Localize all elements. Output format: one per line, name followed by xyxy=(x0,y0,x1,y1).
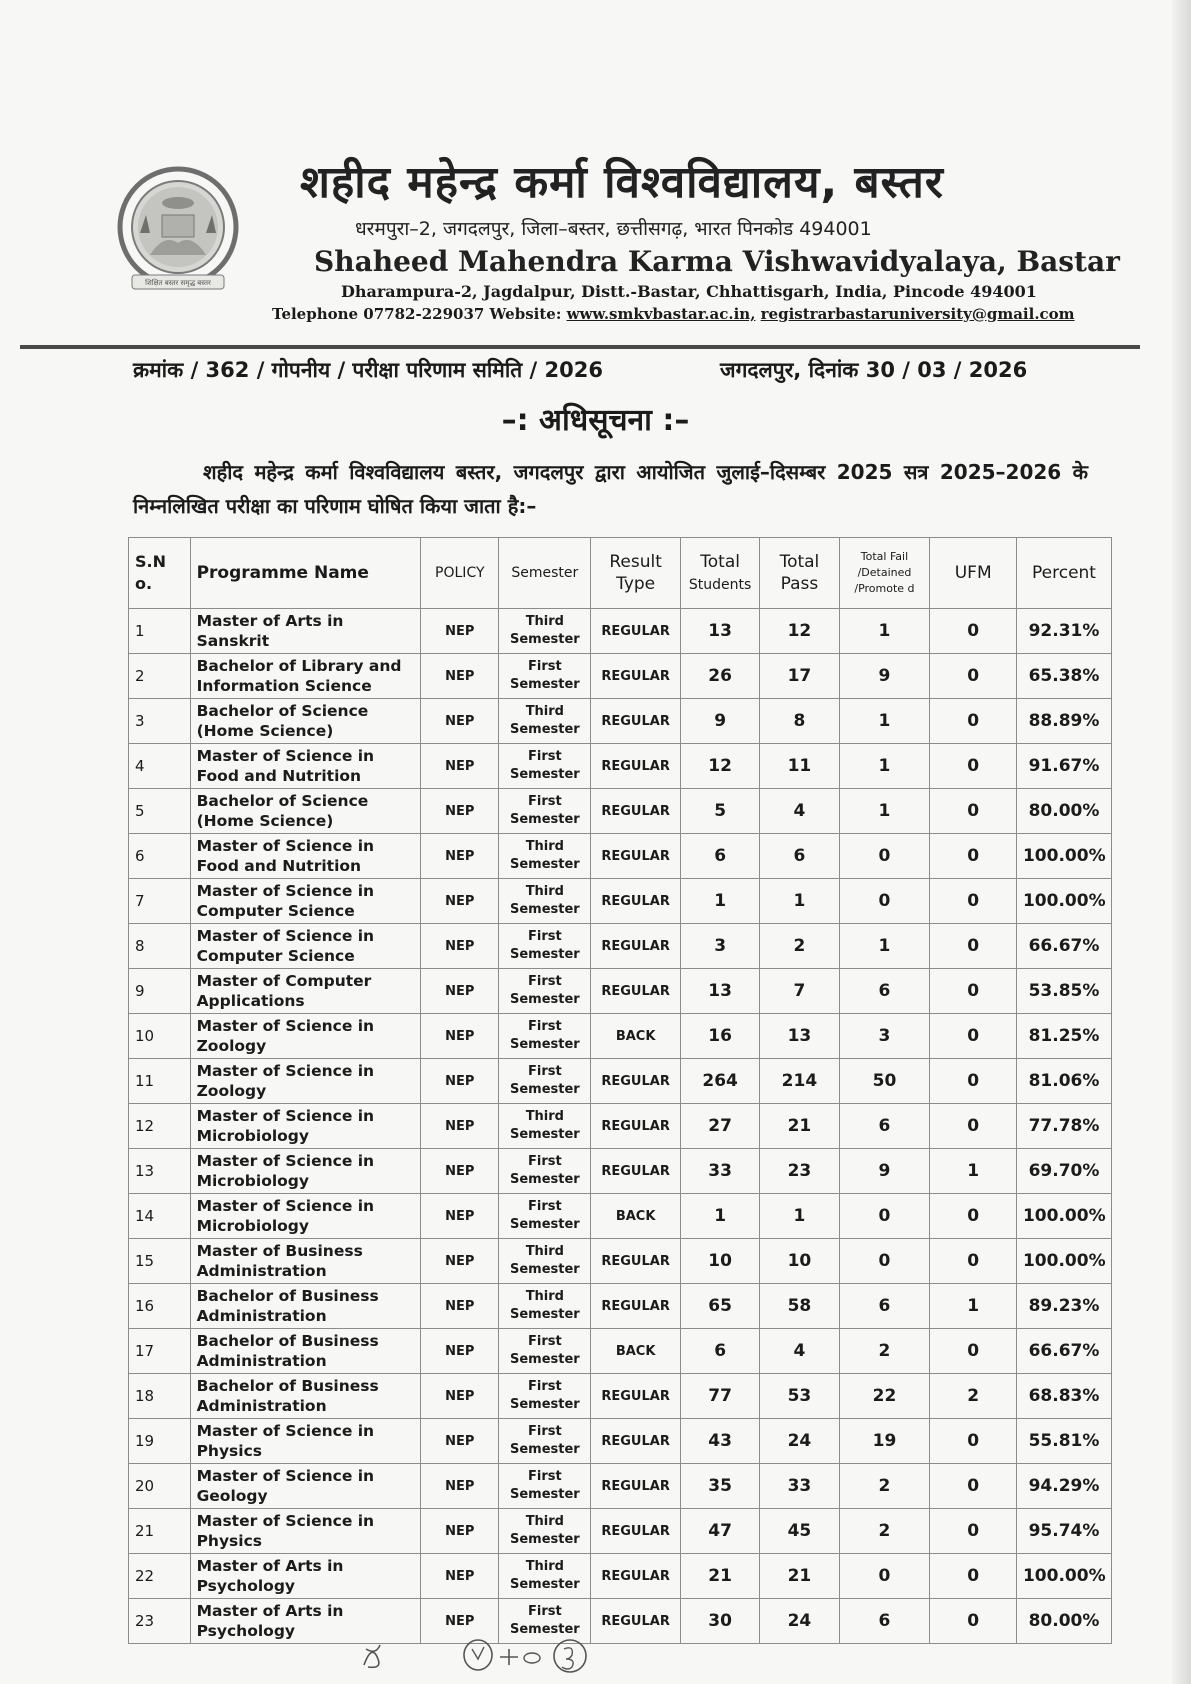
cell-percent: 66.67% xyxy=(1016,1329,1111,1374)
table-row xyxy=(129,789,1112,834)
cell-programme: Bachelor of Business Administration xyxy=(190,1374,421,1419)
header-programme: Programme Name xyxy=(190,538,421,609)
cell-percent: 88.89% xyxy=(1016,699,1111,744)
cell-sno: 11 xyxy=(129,1059,191,1104)
notification-intro: शहीद महेन्द्र कर्मा विश्वविद्यालय बस्तर, जगदलपुर द्वारा आयोजित जुलाई–दिसम्बर 2025 सत्र 2025–2026 के निम्नलिखित परीक्षा का परिणाम घोषित किया जाता है:– xyxy=(133,460,1088,518)
table-row xyxy=(129,1419,1112,1464)
table-row xyxy=(129,1284,1112,1329)
cell-ufm: 0 xyxy=(930,969,1017,1014)
cell-total-fail: 3 xyxy=(839,1014,930,1059)
telephone-text: Telephone 07782-229037 Website: xyxy=(272,305,567,323)
cell-total-pass: 7 xyxy=(760,969,839,1014)
cell-semester: First Semester xyxy=(499,1464,591,1509)
cell-total-fail: 1 xyxy=(839,744,930,789)
cell-programme: Master of Science in Geology xyxy=(190,1464,421,1509)
cell-policy: NEP xyxy=(421,1104,499,1149)
cell-semester: Third Semester xyxy=(499,1509,591,1554)
table-row xyxy=(129,924,1112,969)
cell-result-type: REGULAR xyxy=(591,1419,681,1464)
cell-programme: Bachelor of Science (Home Science) xyxy=(190,789,421,834)
cell-result-type: REGULAR xyxy=(591,1104,681,1149)
cell-total-students: 1 xyxy=(680,879,759,924)
cell-total-fail: 9 xyxy=(839,654,930,699)
cell-ufm: 1 xyxy=(930,1149,1017,1194)
cell-programme: Bachelor of Library and Information Science xyxy=(190,654,421,699)
cell-percent: 77.78% xyxy=(1016,1104,1111,1149)
table-row xyxy=(129,1554,1112,1599)
cell-sno: 21 xyxy=(129,1509,191,1554)
table-row xyxy=(129,699,1112,744)
cell-percent: 81.25% xyxy=(1016,1014,1111,1059)
cell-semester: Third Semester xyxy=(499,1284,591,1329)
cell-ufm: 0 xyxy=(930,1509,1017,1554)
cell-ufm: 0 xyxy=(930,1329,1017,1374)
cell-sno: 5 xyxy=(129,789,191,834)
cell-total-pass: 24 xyxy=(760,1599,839,1644)
cell-policy: NEP xyxy=(421,1419,499,1464)
cell-ufm: 0 xyxy=(930,1194,1017,1239)
university-address-english: Dharampura-2, Jagdalpur, Distt.-Bastar, Chhattisgarh, India, Pincode 494001 xyxy=(341,282,1037,301)
cell-total-students: 3 xyxy=(680,924,759,969)
cell-percent: 55.81% xyxy=(1016,1419,1111,1464)
cell-total-fail: 0 xyxy=(839,1554,930,1599)
cell-sno: 22 xyxy=(129,1554,191,1599)
cell-total-fail: 6 xyxy=(839,969,930,1014)
cell-policy: NEP xyxy=(421,1059,499,1104)
cell-total-pass: 13 xyxy=(760,1014,839,1059)
table-row xyxy=(129,1374,1112,1419)
cell-policy: NEP xyxy=(421,924,499,969)
cell-percent: 100.00% xyxy=(1016,879,1111,924)
university-name-english: Shaheed Mahendra Karma Vishwavidyalaya, Bastar xyxy=(314,245,1120,278)
cell-result-type: REGULAR xyxy=(591,1554,681,1599)
cell-sno: 15 xyxy=(129,1239,191,1284)
header-total-pass xyxy=(760,538,839,609)
cell-total-fail: 1 xyxy=(839,789,930,834)
cell-percent: 80.00% xyxy=(1016,1599,1111,1644)
cell-sno: 4 xyxy=(129,744,191,789)
cell-total-students: 26 xyxy=(680,654,759,699)
cell-total-fail: 50 xyxy=(839,1059,930,1104)
cell-total-students: 65 xyxy=(680,1284,759,1329)
cell-programme: Master of Science in Microbiology xyxy=(190,1149,421,1194)
cell-policy: NEP xyxy=(421,1464,499,1509)
cell-policy: NEP xyxy=(421,1329,499,1374)
cell-total-students: 33 xyxy=(680,1149,759,1194)
cell-semester: First Semester xyxy=(499,1059,591,1104)
header-result-type-line1: Result xyxy=(609,552,662,572)
table-row xyxy=(129,744,1112,789)
cell-ufm: 0 xyxy=(930,834,1017,879)
table-row xyxy=(129,834,1112,879)
cell-ufm: 0 xyxy=(930,1059,1017,1104)
cell-semester: First Semester xyxy=(499,1194,591,1239)
cell-programme: Master of Science in Food and Nutrition xyxy=(190,744,421,789)
table-row xyxy=(129,1059,1112,1104)
cell-result-type: REGULAR xyxy=(591,1599,681,1644)
cell-total-fail: 0 xyxy=(839,1194,930,1239)
contact-line xyxy=(272,305,1075,323)
cell-semester: Third Semester xyxy=(499,1554,591,1599)
email-link[interactable]: registrarbastaruniversity@gmail.com xyxy=(760,305,1075,323)
cell-total-students: 30 xyxy=(680,1599,759,1644)
cell-policy: NEP xyxy=(421,789,499,834)
header-semester: Semester xyxy=(499,538,591,609)
cell-policy: NEP xyxy=(421,1149,499,1194)
cell-programme: Master of Arts in Psychology xyxy=(190,1554,421,1599)
cell-result-type: BACK xyxy=(591,1014,681,1059)
header-total-pass-line1: Total xyxy=(779,552,820,572)
cell-sno: 23 xyxy=(129,1599,191,1644)
cell-policy: NEP xyxy=(421,1599,499,1644)
cell-sno: 16 xyxy=(129,1284,191,1329)
header-divider xyxy=(20,345,1140,349)
cell-total-pass: 6 xyxy=(760,834,839,879)
cell-semester: First Semester xyxy=(499,654,591,699)
cell-sno: 6 xyxy=(129,834,191,879)
header-result-type-line2: Type xyxy=(616,574,656,594)
cell-ufm: 0 xyxy=(930,699,1017,744)
cell-policy: NEP xyxy=(421,879,499,924)
cell-total-students: 27 xyxy=(680,1104,759,1149)
cell-programme: Master of Science in Microbiology xyxy=(190,1104,421,1149)
cell-policy: NEP xyxy=(421,834,499,879)
cell-total-pass: 12 xyxy=(760,609,839,654)
cell-total-pass: 45 xyxy=(760,1509,839,1554)
table-row xyxy=(129,1464,1112,1509)
cell-policy: NEP xyxy=(421,1554,499,1599)
cell-policy: NEP xyxy=(421,1014,499,1059)
cell-total-fail: 6 xyxy=(839,1599,930,1644)
cell-result-type: REGULAR xyxy=(591,699,681,744)
cell-total-students: 10 xyxy=(680,1239,759,1284)
cell-total-fail: 2 xyxy=(839,1464,930,1509)
cell-result-type: REGULAR xyxy=(591,1374,681,1419)
cell-programme: Master of Science in Zoology xyxy=(190,1014,421,1059)
cell-ufm: 0 xyxy=(930,924,1017,969)
cell-total-students: 43 xyxy=(680,1419,759,1464)
cell-result-type: BACK xyxy=(591,1329,681,1374)
cell-result-type: REGULAR xyxy=(591,1149,681,1194)
cell-total-fail: 2 xyxy=(839,1509,930,1554)
cell-percent: 91.67% xyxy=(1016,744,1111,789)
cell-total-fail: 0 xyxy=(839,1239,930,1284)
cell-ufm: 0 xyxy=(930,789,1017,834)
cell-result-type: REGULAR xyxy=(591,609,681,654)
cell-programme: Master of Science in Zoology xyxy=(190,1059,421,1104)
cell-total-pass: 1 xyxy=(760,879,839,924)
cell-total-pass: 53 xyxy=(760,1374,839,1419)
cell-total-students: 9 xyxy=(680,699,759,744)
cell-result-type: REGULAR xyxy=(591,1059,681,1104)
cell-percent: 100.00% xyxy=(1016,1554,1111,1599)
cell-ufm: 0 xyxy=(930,654,1017,699)
cell-semester: First Semester xyxy=(499,1599,591,1644)
cell-total-pass: 21 xyxy=(760,1104,839,1149)
cell-programme: Master of Science in Physics xyxy=(190,1419,421,1464)
cell-ufm: 1 xyxy=(930,1284,1017,1329)
university-seal-logo xyxy=(110,163,246,299)
table-row xyxy=(129,654,1112,699)
cell-programme: Master of Science in Computer Science xyxy=(190,924,421,969)
table-row xyxy=(129,1509,1112,1554)
cell-percent: 100.00% xyxy=(1016,1194,1111,1239)
table-row xyxy=(129,969,1112,1014)
cell-ufm: 0 xyxy=(930,879,1017,924)
cell-total-students: 13 xyxy=(680,609,759,654)
cell-result-type: REGULAR xyxy=(591,1509,681,1554)
cell-programme: Bachelor of Science (Home Science) xyxy=(190,699,421,744)
cell-total-students: 6 xyxy=(680,834,759,879)
cell-sno: 1 xyxy=(129,609,191,654)
cell-percent: 95.74% xyxy=(1016,1509,1111,1554)
table-row xyxy=(129,1149,1112,1194)
cell-policy: NEP xyxy=(421,1284,499,1329)
cell-semester: First Semester xyxy=(499,744,591,789)
cell-policy: NEP xyxy=(421,1194,499,1239)
cell-total-fail: 0 xyxy=(839,834,930,879)
cell-percent: 65.38% xyxy=(1016,654,1111,699)
table-row xyxy=(129,879,1112,924)
table-row xyxy=(129,1194,1112,1239)
cell-percent: 80.00% xyxy=(1016,789,1111,834)
cell-total-students: 5 xyxy=(680,789,759,834)
cell-total-students: 1 xyxy=(680,1194,759,1239)
cell-programme: Master of Science in Computer Science xyxy=(190,879,421,924)
cell-total-students: 16 xyxy=(680,1014,759,1059)
cell-total-students: 77 xyxy=(680,1374,759,1419)
header-total-students xyxy=(680,538,759,609)
cell-programme: Master of Business Administration xyxy=(190,1239,421,1284)
cell-programme: Master of Arts in Psychology xyxy=(190,1599,421,1644)
cell-percent: 100.00% xyxy=(1016,1239,1111,1284)
page-edge-shadow xyxy=(1172,0,1191,1684)
cell-total-students: 12 xyxy=(680,744,759,789)
header-percent: Percent xyxy=(1016,538,1111,609)
cell-policy: NEP xyxy=(421,1239,499,1284)
cell-total-pass: 33 xyxy=(760,1464,839,1509)
cell-semester: First Semester xyxy=(499,1329,591,1374)
cell-total-pass: 58 xyxy=(760,1284,839,1329)
cell-ufm: 0 xyxy=(930,1104,1017,1149)
results-table xyxy=(128,537,1112,1644)
cell-total-pass: 17 xyxy=(760,654,839,699)
cell-result-type: REGULAR xyxy=(591,879,681,924)
table-header-row xyxy=(129,538,1112,609)
cell-sno: 9 xyxy=(129,969,191,1014)
cell-semester: Third Semester xyxy=(499,834,591,879)
notification-title: –: अधिसूचना :– xyxy=(501,403,690,438)
cell-policy: NEP xyxy=(421,699,499,744)
cell-ufm: 0 xyxy=(930,609,1017,654)
cell-total-pass: 214 xyxy=(760,1059,839,1104)
cell-total-pass: 4 xyxy=(760,789,839,834)
cell-ufm: 0 xyxy=(930,1599,1017,1644)
header-total-pass-line2: Pass xyxy=(780,574,819,594)
cell-result-type: REGULAR xyxy=(591,1464,681,1509)
cell-result-type: BACK xyxy=(591,1194,681,1239)
cell-percent: 66.67% xyxy=(1016,924,1111,969)
cell-sno: 8 xyxy=(129,924,191,969)
header-ufm: UFM xyxy=(930,538,1017,609)
cell-ufm: 0 xyxy=(930,1239,1017,1284)
cell-ufm: 0 xyxy=(930,1014,1017,1059)
cell-programme: Bachelor of Business Administration xyxy=(190,1329,421,1374)
cell-percent: 94.29% xyxy=(1016,1464,1111,1509)
cell-semester: Third Semester xyxy=(499,1104,591,1149)
cell-ufm: 0 xyxy=(930,1464,1017,1509)
cell-policy: NEP xyxy=(421,969,499,1014)
cell-sno: 3 xyxy=(129,699,191,744)
cell-sno: 12 xyxy=(129,1104,191,1149)
cell-sno: 7 xyxy=(129,879,191,924)
table-body xyxy=(129,609,1112,1644)
cell-policy: NEP xyxy=(421,609,499,654)
cell-semester: First Semester xyxy=(499,789,591,834)
table-row xyxy=(129,609,1112,654)
website-link[interactable]: www.smkvbastar.ac.in, xyxy=(566,305,756,323)
cell-semester: Third Semester xyxy=(499,609,591,654)
cell-total-students: 35 xyxy=(680,1464,759,1509)
cell-percent: 81.06% xyxy=(1016,1059,1111,1104)
table-row xyxy=(129,1239,1112,1284)
university-address-hindi: धरमपुरा–2, जगदलपुर, जिला–बस्तर, छत्तीसगढ़, भारत पिनकोड 494001 xyxy=(355,218,872,240)
cell-programme: Master of Science in Physics xyxy=(190,1509,421,1554)
cell-total-fail: 19 xyxy=(839,1419,930,1464)
header-total-fail: Total Fail /Detained /Promote d xyxy=(839,538,930,609)
cell-total-pass: 4 xyxy=(760,1329,839,1374)
cell-policy: NEP xyxy=(421,1509,499,1554)
cell-total-fail: 22 xyxy=(839,1374,930,1419)
cell-semester: First Semester xyxy=(499,1014,591,1059)
header-policy: POLICY xyxy=(421,538,499,609)
cell-total-pass: 21 xyxy=(760,1554,839,1599)
cell-percent: 92.31% xyxy=(1016,609,1111,654)
university-name-hindi: शहीद महेन्द्र कर्मा विश्वविद्यालय, बस्तर xyxy=(300,157,944,208)
cell-total-fail: 1 xyxy=(839,609,930,654)
cell-semester: Third Semester xyxy=(499,1239,591,1284)
cell-sno: 13 xyxy=(129,1149,191,1194)
cell-percent: 100.00% xyxy=(1016,834,1111,879)
cell-result-type: REGULAR xyxy=(591,924,681,969)
cell-total-students: 13 xyxy=(680,969,759,1014)
cell-total-fail: 1 xyxy=(839,699,930,744)
cell-semester: Third Semester xyxy=(499,699,591,744)
cell-total-pass: 2 xyxy=(760,924,839,969)
cell-policy: NEP xyxy=(421,1374,499,1419)
cell-total-fail: 6 xyxy=(839,1104,930,1149)
cell-percent: 53.85% xyxy=(1016,969,1111,1014)
cell-sno: 2 xyxy=(129,654,191,699)
cell-total-pass: 8 xyxy=(760,699,839,744)
cell-programme: Master of Computer Applications xyxy=(190,969,421,1014)
cell-total-fail: 6 xyxy=(839,1284,930,1329)
header-sno: S.N o. xyxy=(129,538,191,609)
cell-result-type: REGULAR xyxy=(591,654,681,699)
cell-programme: Master of Arts in Sanskrit xyxy=(190,609,421,654)
table-row xyxy=(129,1104,1112,1149)
cell-semester: First Semester xyxy=(499,969,591,1014)
cell-percent: 69.70% xyxy=(1016,1149,1111,1194)
cell-result-type: REGULAR xyxy=(591,969,681,1014)
cell-semester: Third Semester xyxy=(499,879,591,924)
cell-semester: First Semester xyxy=(499,1149,591,1194)
cell-total-students: 47 xyxy=(680,1509,759,1554)
cell-programme: Master of Science in Microbiology xyxy=(190,1194,421,1239)
cell-sno: 19 xyxy=(129,1419,191,1464)
cell-result-type: REGULAR xyxy=(591,834,681,879)
cell-total-fail: 9 xyxy=(839,1149,930,1194)
cell-policy: NEP xyxy=(421,744,499,789)
cell-ufm: 0 xyxy=(930,744,1017,789)
seal-caption: शिक्षित बस्तर समृद्ध बस्तर xyxy=(145,279,211,287)
cell-result-type: REGULAR xyxy=(591,744,681,789)
cell-ufm: 2 xyxy=(930,1374,1017,1419)
header-total-students-line1: Total xyxy=(700,551,740,572)
reference-number: क्रमांक / 362 / गोपनीय / परीक्षा परिणाम समिति / 2026 xyxy=(133,358,603,382)
cell-total-fail: 1 xyxy=(839,924,930,969)
handwritten-signature-marks xyxy=(360,1635,680,1675)
cell-total-pass: 10 xyxy=(760,1239,839,1284)
cell-ufm: 0 xyxy=(930,1419,1017,1464)
cell-total-pass: 23 xyxy=(760,1149,839,1194)
cell-programme: Bachelor of Business Administration xyxy=(190,1284,421,1329)
header-result-type xyxy=(591,538,681,609)
cell-total-students: 6 xyxy=(680,1329,759,1374)
cell-result-type: REGULAR xyxy=(591,789,681,834)
cell-semester: First Semester xyxy=(499,1374,591,1419)
cell-programme: Master of Science in Food and Nutrition xyxy=(190,834,421,879)
cell-total-fail: 2 xyxy=(839,1329,930,1374)
cell-result-type: REGULAR xyxy=(591,1239,681,1284)
cell-sno: 18 xyxy=(129,1374,191,1419)
table-row xyxy=(129,1329,1112,1374)
cell-total-pass: 24 xyxy=(760,1419,839,1464)
header-total-students-line2: Students xyxy=(688,576,752,593)
cell-total-students: 264 xyxy=(680,1059,759,1104)
cell-total-students: 21 xyxy=(680,1554,759,1599)
table-row xyxy=(129,1014,1112,1059)
cell-sno: 20 xyxy=(129,1464,191,1509)
cell-result-type: REGULAR xyxy=(591,1284,681,1329)
cell-semester: First Semester xyxy=(499,1419,591,1464)
cell-percent: 68.83% xyxy=(1016,1374,1111,1419)
cell-sno: 10 xyxy=(129,1014,191,1059)
cell-sno: 17 xyxy=(129,1329,191,1374)
cell-policy: NEP xyxy=(421,654,499,699)
cell-total-fail: 0 xyxy=(839,879,930,924)
cell-ufm: 0 xyxy=(930,1554,1017,1599)
cell-percent: 89.23% xyxy=(1016,1284,1111,1329)
notice-date: जगदलपुर, दिनांक 30 / 03 / 2026 xyxy=(720,358,1028,382)
cell-total-pass: 1 xyxy=(760,1194,839,1239)
cell-sno: 14 xyxy=(129,1194,191,1239)
cell-total-pass: 11 xyxy=(760,744,839,789)
cell-semester: First Semester xyxy=(499,924,591,969)
